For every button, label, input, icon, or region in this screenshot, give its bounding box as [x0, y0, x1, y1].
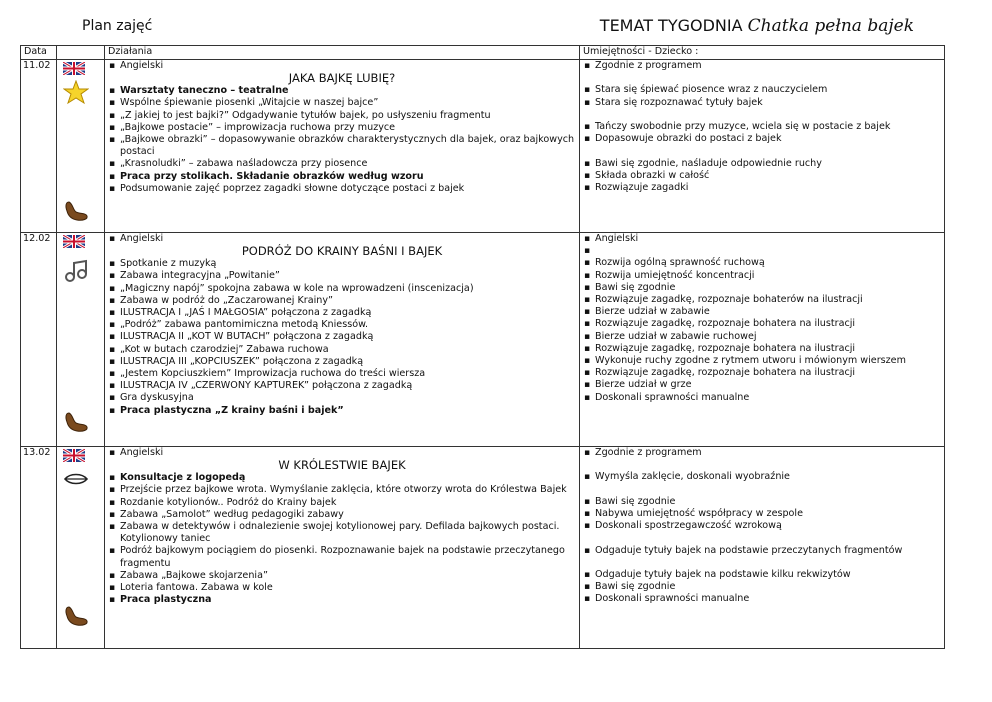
- skill-item: ▪ Tańczy swobodnie przy muzyce, wciela się w postacie z bajek: [583, 121, 941, 133]
- action-item: ▪ Praca plastyczna „Z krainy baśni i bajek”: [108, 405, 576, 417]
- skill-item: ▪ Doskonali sprawności manualne: [583, 593, 941, 605]
- skill-item: ▪ Bierze udział w grze: [583, 379, 941, 391]
- skill-item: ▪ Rozwiązuje zagadkę, rozpoznaje bohatera na ilustracji: [583, 318, 941, 330]
- action-item: ▪ Praca przy stolikach. Składanie obrazków według wzoru: [108, 171, 576, 183]
- action-item: ▪ ILUSTRACJA II „KOT W BUTACH” połączona z zagadką: [108, 331, 576, 343]
- action-item: ▪ ILUSTRACJA IV „CZERWONY KAPTUREK” połączona z zagadką: [108, 380, 576, 392]
- header-actions: Działania: [105, 46, 580, 60]
- action-item: ▪ ILUSTRACJA III „KOPCIUSZEK” połączona z zagadką: [108, 356, 576, 368]
- skill-item: ▪ Wymyśla zaklęcie, doskonali wyobraźnie: [583, 471, 941, 483]
- action-item: ▪ „Krasnoludki” – zabawa naśladowcza przy piosence: [108, 158, 576, 170]
- day-skills: [580, 60, 945, 233]
- action-item: ▪ Warsztaty taneczno – teatralne: [108, 85, 576, 97]
- skill-item: ▪ Rozwija umiejętność koncentracji: [583, 270, 941, 282]
- day-date: 11.02: [21, 60, 57, 233]
- action-item: ▪ „Jestem Kopciuszkiem” Improwizacja ruchowa do treści wiersza: [108, 368, 576, 380]
- action-item: ▪ ILUSTRACJA I „JAŚ I MAŁGOSIA” połączona z zagadką: [108, 307, 576, 319]
- action-item: ▪ Przejście przez bajkowe wrota. Wymyślanie zaklęcia, które otworzy wrota do Królestwa Bajek: [108, 484, 576, 496]
- header-date: Data: [21, 46, 57, 60]
- skill-item: ▪ Angielski: [583, 233, 941, 245]
- action-item: ▪ Konsultacje z logopedą: [108, 472, 576, 484]
- day-icons: [57, 233, 105, 447]
- action-item: ▪ „Podróż” zabawa pantomimiczna metodą Kniessów.: [108, 319, 576, 331]
- action-item: ▪ Wspólne śpiewanie piosenki „Witajcie w naszej bajce”: [108, 97, 576, 109]
- skill-item: ▪ Bierze udział w zabawie: [583, 306, 941, 318]
- table-header-row: [21, 46, 945, 60]
- skill-item: ▪ Rozwija ogólną sprawność ruchową: [583, 257, 941, 269]
- shoe-icon: [63, 605, 89, 627]
- skill-item: ▪ Dopasowuje obrazki do postaci z bajek: [583, 133, 941, 145]
- action-item: ▪ Rozdanie kotylionów.. Podróż do Krainy bajek: [108, 497, 576, 509]
- action-item: ▪ „Z jakiej to jest bajki?” Odgadywanie tytułów bajek, po usłyszeniu fragmentu: [108, 110, 576, 122]
- skill-item: ▪ Odgaduje tytuły bajek na podstawie przeczytanych fragmentów: [583, 545, 941, 557]
- skill-item: ▪ Odgaduje tytuły bajek na podstawie kilku rekwizytów: [583, 569, 941, 581]
- skill-spacer: [583, 557, 941, 569]
- skill-spacer: [583, 459, 941, 471]
- day-actions: [105, 60, 580, 233]
- action-item: ▪ Angielski: [108, 233, 576, 245]
- plan-label: Plan zajęć: [82, 18, 153, 34]
- shoe-icon: [63, 200, 89, 222]
- day-icons: [57, 60, 105, 233]
- day-row: [21, 233, 945, 447]
- header-icon: [57, 46, 105, 60]
- uk-flag-icon: [63, 449, 85, 462]
- action-item: ▪ Spotkanie z muzyką: [108, 258, 576, 270]
- action-item: ▪ „Magiczny napój” spokojna zabawa w kole na wprowadzeni (inscenizacja): [108, 283, 576, 295]
- skill-item: ▪ Bawi się zgodnie, naśladuje odpowiednie ruchy: [583, 158, 941, 170]
- day-skills: [580, 447, 945, 649]
- action-item: ▪ Angielski: [108, 447, 576, 459]
- skill-item: ▪ Stara się śpiewać piosence wraz z nauczycielem: [583, 84, 941, 96]
- skill-item: ▪ Rozwiązuje zagadkę, rozpoznaje bohaterów na ilustracji: [583, 294, 941, 306]
- skill-item: ▪ Składa obrazki w całość: [583, 170, 941, 182]
- skill-item: ▪ Bawi się zgodnie: [583, 581, 941, 593]
- day-actions: [105, 447, 580, 649]
- action-item: ▪ „Kot w butach czarodziej” Zabawa ruchowa: [108, 344, 576, 356]
- action-item: ▪ „Bajkowe obrazki” – dopasowywanie obrazków charakterystycznych dla bajek, oraz bajkowych postaci: [108, 134, 576, 158]
- skill-item: ▪ Bawi się zgodnie: [583, 496, 941, 508]
- skill-item: ▪ Nabywa umiejętność współpracy w zespole: [583, 508, 941, 520]
- day-icons: [57, 447, 105, 649]
- action-item: ▪ Zabawa w detektywów i odnalezienie swojej kotylionowej pary. Defilada bajkowych postaci. Kotylionowy taniec: [108, 521, 576, 545]
- day-title: W KRÓLESTWIE BAJEK: [278, 458, 406, 473]
- skill-spacer: [583, 532, 941, 544]
- skill-spacer: [583, 484, 941, 496]
- skill-item: ▪ Doskonali spostrzegawczość wzrokową: [583, 520, 941, 532]
- uk-flag-icon: [63, 235, 85, 248]
- action-item: ▪ Podróż bajkowym pociągiem do piosenki. Rozpoznawanie bajek na podstawie przeczytanego fragmentu: [108, 545, 576, 569]
- week-label: TEMAT TYGODNIA: [599, 16, 743, 35]
- action-item: ▪ Loteria fantowa. Zabawa w kole: [108, 582, 576, 594]
- skill-item: ▪ Zgodnie z programem: [583, 60, 941, 72]
- skill-spacer: [583, 72, 941, 84]
- skill-item: ▪ Bierze udział w zabawie ruchowej: [583, 331, 941, 343]
- skill-item: [583, 245, 941, 257]
- skill-item: ▪ Rozwiązuje zagadkę, rozpoznaje bohatera na ilustracji: [583, 343, 941, 355]
- action-item: ▪ Podsumowanie zajęć poprzez zagadki słowne dotyczące postaci z bajek: [108, 183, 576, 195]
- day-row: [21, 60, 945, 233]
- skill-item: ▪ Rozwiązuje zagadkę, rozpoznaje bohatera na ilustracji: [583, 367, 941, 379]
- action-item: ▪ Zabawa integracyjna „Powitanie”: [108, 270, 576, 282]
- skill-spacer: [583, 109, 941, 121]
- skill-item: ▪ Doskonali sprawności manualne: [583, 392, 941, 404]
- shoe-icon: [63, 411, 89, 433]
- skill-item: ▪ Stara się rozpoznawać tytuły bajek: [583, 97, 941, 109]
- day-row: [21, 447, 945, 649]
- mouth-icon: [63, 471, 89, 487]
- skill-item: ▪ Rozwiązuje zagadki: [583, 182, 941, 194]
- action-item: ▪ „Bajkowe postacie” – improwizacja ruchowa przy muzyce: [108, 122, 576, 134]
- action-item: ▪ Zabawa „Bajkowe skojarzenia”: [108, 570, 576, 582]
- action-item: ▪ Zabawa „Samolot” według pedagogiki zabawy: [108, 509, 576, 521]
- action-item: ▪ Angielski: [108, 60, 576, 72]
- day-title: PODRÓŻ DO KRAINY BAŚNI I BAJEK: [241, 244, 443, 259]
- header-skills: Umiejętności - Dziecko :: [580, 46, 945, 60]
- skill-item: ▪ Zgodnie z programem: [583, 447, 941, 459]
- day-skills: [580, 233, 945, 447]
- schedule-table: [20, 45, 945, 649]
- day-date: 12.02: [21, 233, 57, 447]
- week-theme-header: [600, 16, 914, 36]
- day-title: JAKA BAJKĘ LUBIĘ?: [288, 71, 396, 86]
- action-item: ▪ Gra dyskusyjna: [108, 392, 576, 404]
- action-item: ▪ Praca plastyczna: [108, 594, 576, 606]
- skill-item: ▪ Wykonuje ruchy zgodne z rytmem utworu i mówionym wierszem: [583, 355, 941, 367]
- star-icon: [63, 80, 89, 106]
- action-item: ▪ Zabawa w podróż do „Zaczarowanej Krainy”: [108, 295, 576, 307]
- skill-spacer: [583, 145, 941, 157]
- week-theme: Chatka pełna bajek: [747, 16, 914, 36]
- day-actions: [105, 233, 580, 447]
- day-date: 13.02: [21, 447, 57, 649]
- uk-flag-icon: [63, 62, 85, 75]
- music-notes-icon: [63, 259, 89, 283]
- skill-item: ▪ Bawi się zgodnie: [583, 282, 941, 294]
